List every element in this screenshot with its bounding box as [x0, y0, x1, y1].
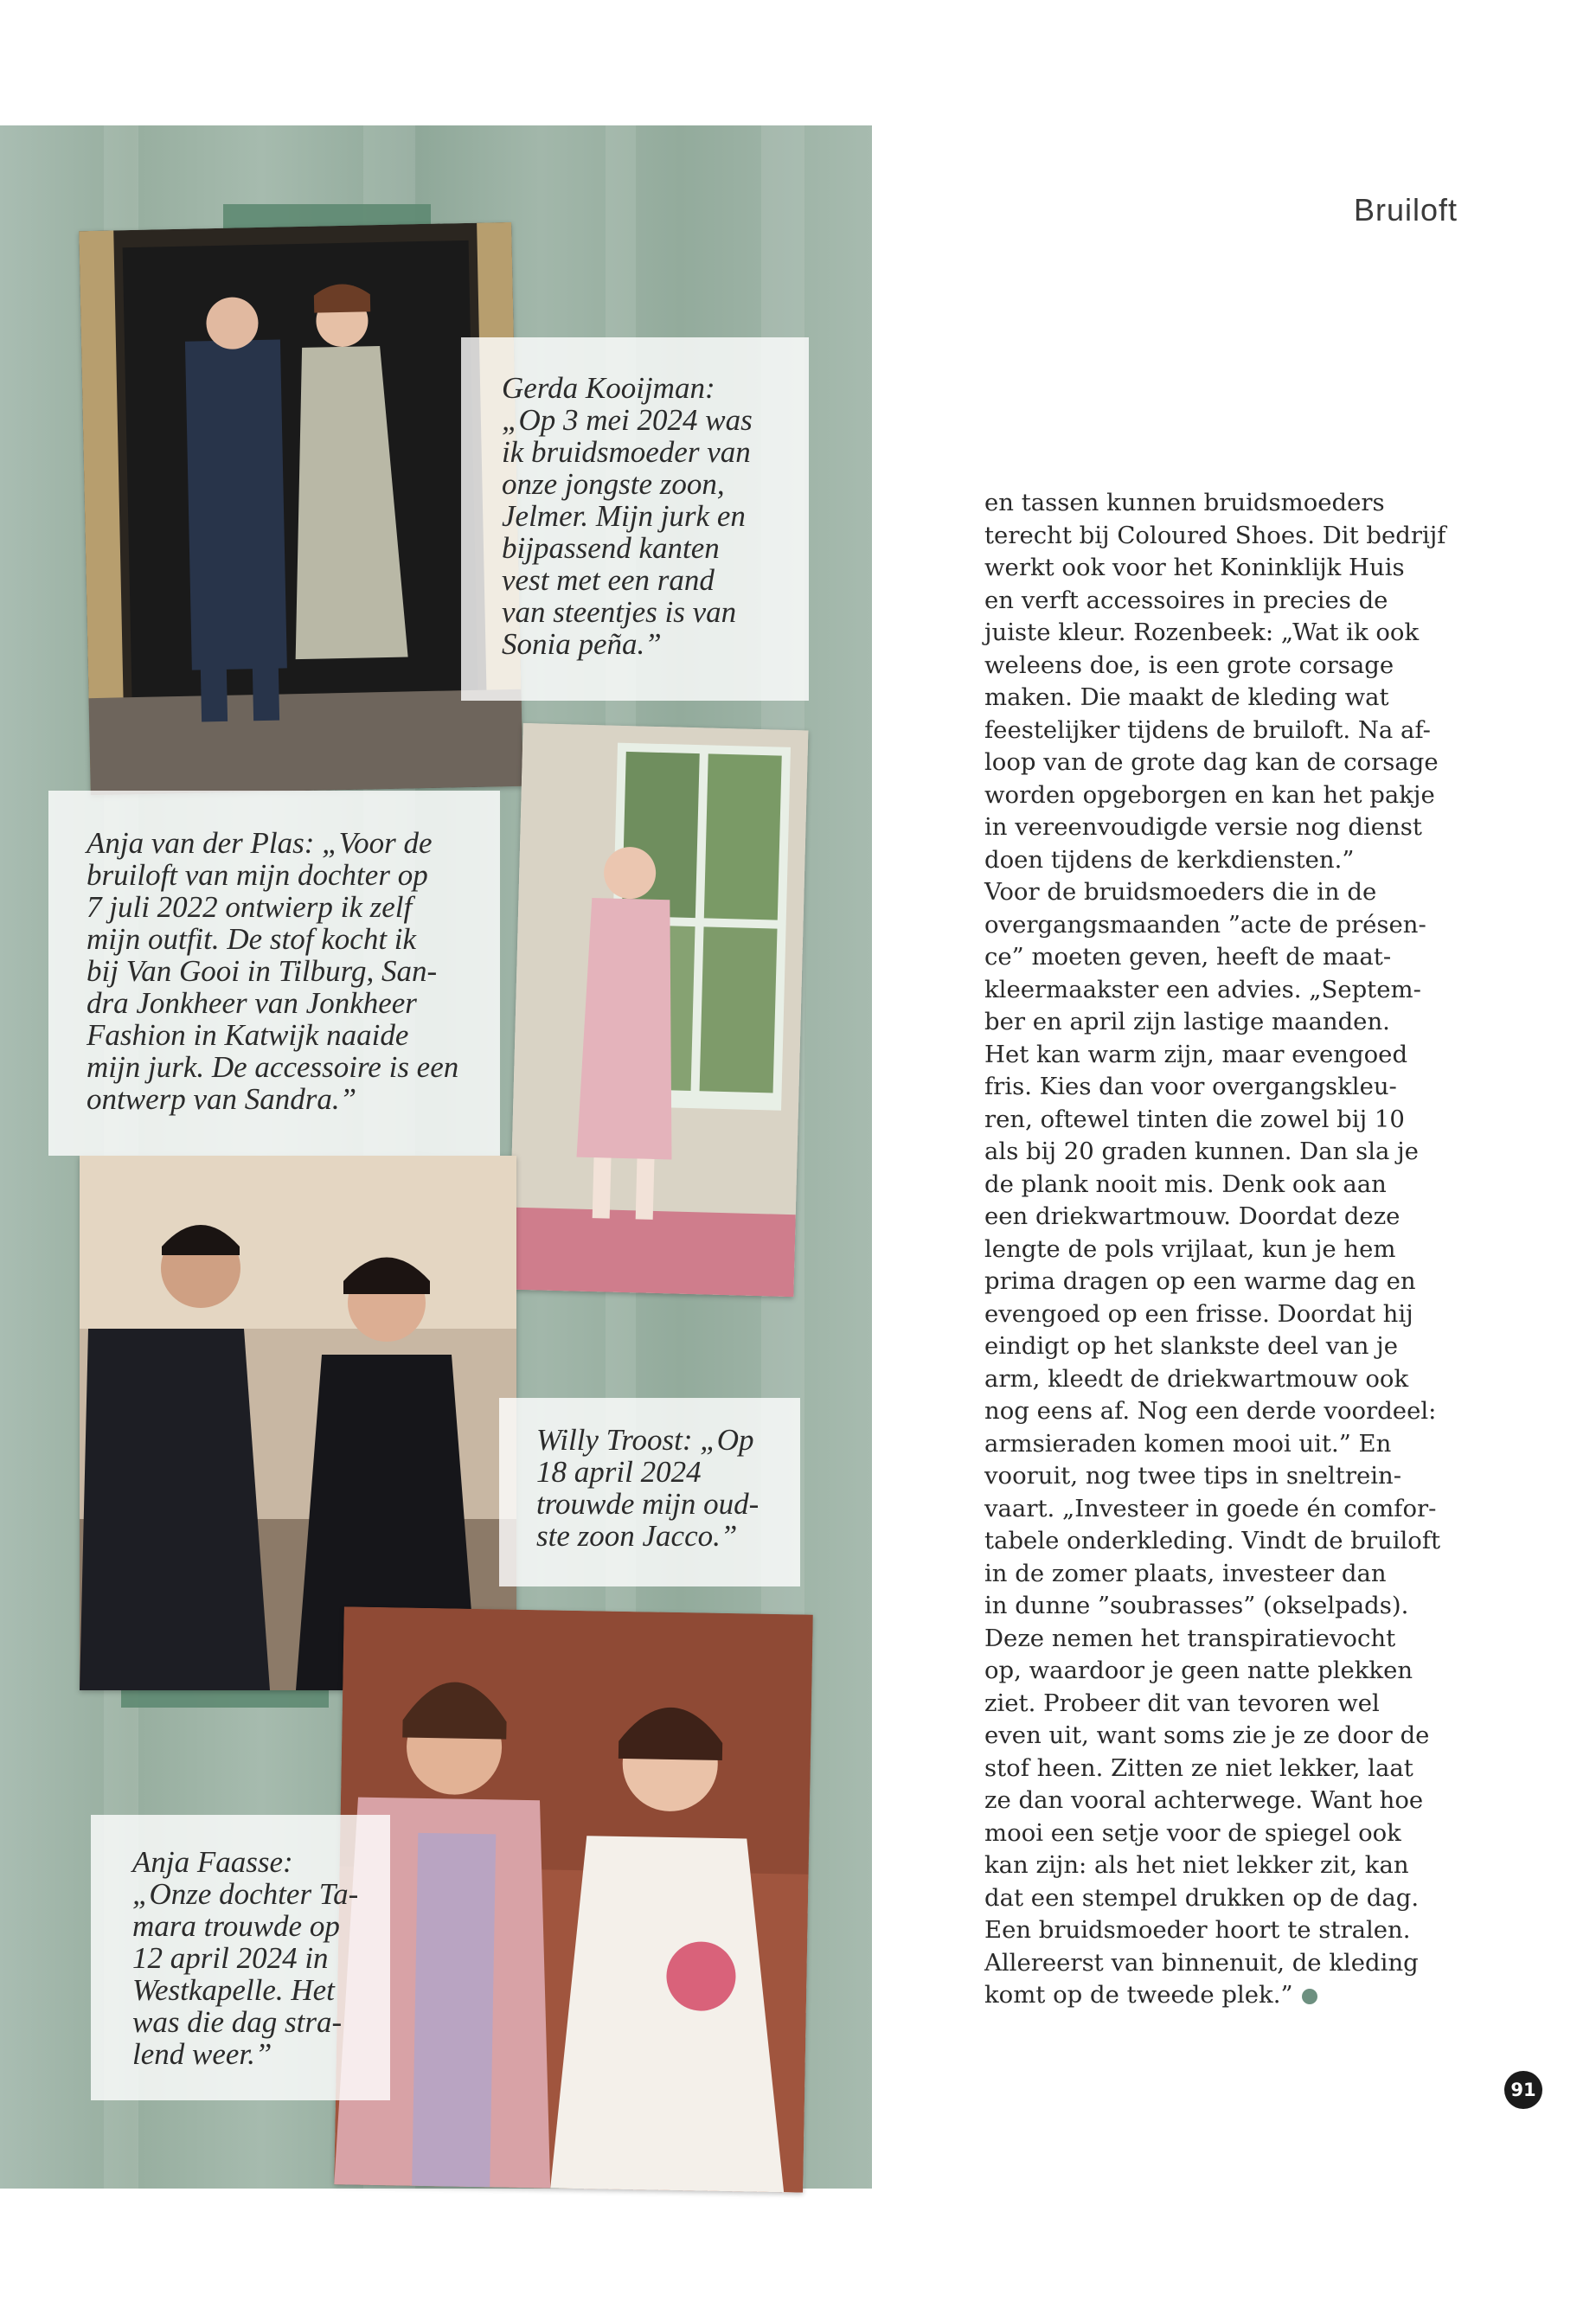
caption-anja-van-der-plas	[48, 791, 500, 1156]
article-line: Deze nemen het transpiratievocht	[984, 1624, 1396, 1652]
article-line: in dunne ”soubrasses” (okselpads).	[984, 1592, 1409, 1619]
photo-anja-faasse	[334, 1606, 813, 2192]
caption-gerda-kooijman	[461, 337, 809, 701]
article-line: armsieraden komen mooi uit.” En	[984, 1429, 1392, 1458]
article-line: lengte de pols vrijlaat, kun je hem	[984, 1234, 1396, 1263]
article-line: de plank nooit mis. Denk ook aan	[984, 1170, 1387, 1198]
article-line: tabele onderkleding. Vindt de bruiloft	[984, 1527, 1441, 1554]
article-line: en tassen kunnen bruidsmoeders	[984, 489, 1385, 516]
article-line: kleermaakster een advies. „Septem-	[984, 975, 1421, 1003]
page-number: 91	[1504, 2071, 1542, 2109]
article-line: komt op de tweede plek.”	[984, 1979, 1434, 2012]
article-line: en verft accessoires in precies de	[984, 586, 1388, 614]
article-line: Een bruidsmoeder hoort te stralen.	[984, 1916, 1411, 1944]
article-line: ce” moeten geven, heeft de maat-	[984, 943, 1392, 971]
article-line: fris. Kies dan voor overgangskleu-	[984, 1073, 1397, 1100]
article-line: prima dragen op een warme dag en	[984, 1267, 1416, 1295]
article-line: overgangsmaanden ”acte de présen-	[984, 910, 1426, 939]
article-line: vaart. „Investeer in goede én comfor-	[984, 1494, 1437, 1522]
article-line: maken. Die maakt de kleding wat	[984, 683, 1389, 711]
caption-text: Gerda Kooijman: „Op 3 mei 2024 was ik bruidsmoeder van onze jongste zoon, Jelmer. Mijn jurk en bijpassend kanten vest met een rand van steentjes is van Sonia peña.”	[502, 371, 753, 661]
article-line: stof heen. Zitten ze niet lekker, laat	[984, 1753, 1413, 1782]
article-line: ren, oftewel tinten die zowel bij 10	[984, 1105, 1405, 1133]
section-label: Bruiloft	[1353, 192, 1458, 228]
article-line: in de zomer plaats, investeer dan	[984, 1559, 1387, 1587]
article-line: weleens doe, is een grote corsage	[984, 651, 1394, 679]
article-line: doen tijdens de kerkdiensten.”	[984, 845, 1355, 874]
caption-text: Anja van der Plas: „Voor de bruiloft van mijn dochter op 7 juli 2022 ontwierp ik zelf mijn outfit. De stof kocht ik bij Van Gooi in Tilburg, San- dra Jonkheer van Jonkheer Fashion in Katwijk naaide mijn jurk. De accessoire is een ontwerp van Sandra.”	[87, 826, 459, 1116]
end-mark-icon	[1302, 1989, 1317, 2004]
article-line: Voor de bruidsmoeders die in de	[984, 878, 1377, 906]
article-line: nog eens af. Nog een derde voordeel:	[984, 1397, 1437, 1425]
article-line: dat een stempel drukken op de dag.	[984, 1883, 1420, 1912]
article-line: worden opgeborgen en kan het pakje	[984, 780, 1435, 809]
article-line: Allereerst van binnenuit, de kleding	[984, 1948, 1419, 1977]
caption-anja-faasse	[91, 1815, 390, 2100]
article-line: arm, kleedt de driekwartmouw ook	[984, 1364, 1409, 1393]
article-line: loop van de grote dag kan de corsage	[984, 748, 1439, 776]
photo-anja-van-der-plas	[508, 723, 808, 1297]
article-line: feestelijker tijdens de bruiloft. Na af-	[984, 715, 1431, 744]
caption-text: Willy Troost: „Op 18 april 2024 trouwde mijn oud- ste zoon Jacco.”	[536, 1423, 760, 1553]
photo-gerda-kooijman	[79, 222, 523, 795]
article-line: ziet. Probeer dit van tevoren wel	[984, 1689, 1380, 1717]
article-line: ze dan vooral achterwege. Want hoe	[984, 1786, 1424, 1814]
article-line: ber en april zijn lastige maanden.	[984, 1008, 1390, 1035]
article-line: werkt ook voor het Koninklijk Huis	[984, 554, 1405, 581]
article-line: een driekwartmouw. Doordat deze	[984, 1202, 1401, 1230]
article-line: kan zijn: als het niet lekker zit, kan	[984, 1851, 1409, 1879]
article-line: Het kan warm zijn, maar evengoed	[984, 1040, 1408, 1068]
article-line: evengoed op een frisse. Doordat hij	[984, 1299, 1413, 1328]
caption-text: Anja Faasse: „Onze dochter Ta- mara trouwde op 12 april 2024 in Westkapelle. Het was die dag stra- lend weer.”	[132, 1845, 359, 2071]
article-line: als bij 20 graden kunnen. Dan sla je	[984, 1138, 1419, 1165]
article-line: terecht bij Coloured Shoes. Dit bedrijf	[984, 521, 1446, 549]
article-line: in vereenvoudigde versie nog dienst	[984, 813, 1422, 841]
article-line: juiste kleur. Rozenbeek: „Wat ik ook	[984, 619, 1420, 646]
article-line: vooruit, nog twee tips in sneltrein-	[984, 1462, 1402, 1490]
article-line: eindigt op het slankste deel van je	[984, 1332, 1398, 1360]
article-line: even uit, want soms zie je ze door de	[984, 1721, 1430, 1749]
article-line: mooi een setje voor de spiegel ook	[984, 1818, 1401, 1847]
caption-willy-troost	[499, 1398, 800, 1586]
article-line: op, waardoor je geen natte plekken	[984, 1657, 1413, 1684]
article-body	[984, 487, 1446, 2012]
